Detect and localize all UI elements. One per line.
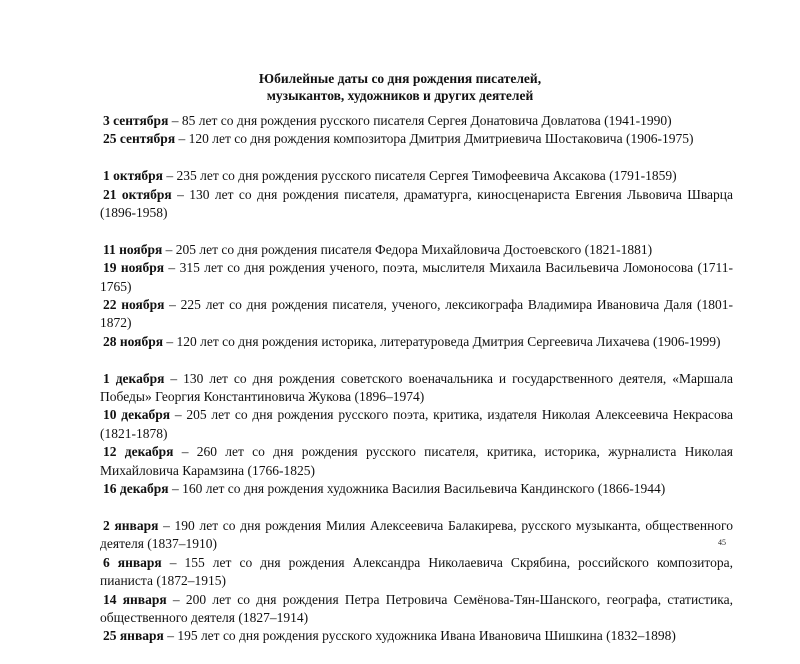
list-item [100, 333, 733, 351]
entry-text: – 195 лет со дня рождения русского художника Ивана Ивановича Шишкина (1832–1898) [163, 628, 676, 644]
entry-date: 1 декабря [103, 370, 165, 386]
list-item [100, 296, 733, 333]
list-item [100, 130, 733, 148]
month-group-december [100, 370, 733, 499]
page-number: 45 [718, 538, 726, 547]
entry-text: – 225 лет со дня рождения писателя, ученого, лексикографа Владимира Ивановича Даля (1801-1872) [100, 297, 734, 331]
month-group-january [100, 517, 733, 646]
entry-date: 22 ноября [103, 297, 165, 313]
entry-text: – 205 лет со дня рождения русского поэта, критика, издателя Николая Алексеевича Некрасова (1821-1878) [100, 407, 733, 441]
entry-text: – 260 лет со дня рождения русского писателя, критика, историка, журналиста Николая Михайловича Карамзина (1766-1825) [100, 444, 733, 478]
month-group-november [100, 241, 733, 351]
month-group-october [100, 167, 733, 222]
entry-text: – 235 лет со дня рождения русского писателя Сергея Тимофеевича Аксакова (1791-1859) [162, 168, 677, 184]
list-item [100, 406, 733, 443]
entry-text: – 160 лет со дня рождения художника Василия Васильевича Кандинского (1866-1944) [168, 481, 666, 497]
entry-date: 28 ноября [103, 333, 164, 349]
entry-text: – 200 лет со дня рождения Петра Петровича Семёнова-Тян-Шанского, географа, статистика, общественного деятеля (1827–1914) [100, 591, 734, 625]
list-item [100, 480, 733, 498]
list-item [100, 112, 733, 130]
entry-date: 25 сентября [103, 131, 176, 147]
list-item [100, 241, 733, 259]
entry-text: – 155 лет со дня рождения Александра Николаевича Скрябина, российского композитора, пианиста (1872–1915) [100, 554, 733, 589]
list-item [100, 443, 733, 480]
title-line-1: Юбилейные даты со дня рождения писателей, [258, 71, 542, 86]
entry-text: – 120 лет со дня рождения историка, литературоведа Дмитрия Сергеевича Лихачева (1906-1999) [163, 333, 721, 349]
list-item [100, 517, 733, 554]
entry-date: 6 января [103, 554, 162, 570]
entry-text: – 205 лет со дня рождения писателя Федора Михайловича Достоевского (1821-1881) [162, 241, 653, 257]
list-item [100, 167, 733, 185]
list-item [100, 554, 733, 591]
entry-text: – 315 лет со дня рождения ученого, поэта, мыслителя Михаила Васильевича Ломоносова (1711-1765) [100, 260, 733, 294]
list-item [100, 591, 733, 628]
entry-date: 3 сентября [103, 113, 169, 128]
entry-text: – 85 лет со дня рождения русского писателя Сергея Донатовича Довлатова (1941-1990) [168, 113, 672, 128]
entry-date: 16 декабря [103, 481, 169, 497]
entry-date: 14 января [103, 591, 167, 607]
entry-date: 10 декабря [103, 407, 171, 423]
month-group-september [100, 112, 733, 149]
list-item [100, 259, 733, 296]
entry-date: 19 ноября [103, 260, 165, 276]
entry-date: 2 января [103, 517, 159, 533]
list-item [100, 186, 733, 223]
entry-date: 25 января [103, 628, 164, 644]
entry-text: – 130 лет со дня рождения советского военачальника и государственного деятеля, «Маршала Победы» Георгия Константиновича Жукова (1896–1974) [100, 370, 733, 405]
entry-date: 1 октября [103, 168, 163, 184]
list-item [100, 370, 733, 407]
list-item [100, 627, 733, 645]
entry-text: – 190 лет со дня рождения Милия Алексеевича Балакирева, русского музыканта, общественного деятеля (1837–1910) [100, 517, 734, 552]
entry-date: 21 октября [103, 186, 172, 202]
entry-date: 11 ноября [103, 241, 163, 257]
title-line-2: музыкантов, художников и других деятелей [266, 88, 534, 103]
anniversary-list [100, 112, 733, 664]
document-title [0, 70, 800, 104]
entry-text: – 120 лет со дня рождения композитора Дмитрия Дмитриевича Шостаковича (1906-1975) [175, 131, 694, 147]
entry-text: – 130 лет со дня рождения писателя, драматурга, киносценариста Евгения Львовича Шварца (1896-1958) [100, 186, 733, 221]
entry-date: 12 декабря [103, 444, 174, 460]
